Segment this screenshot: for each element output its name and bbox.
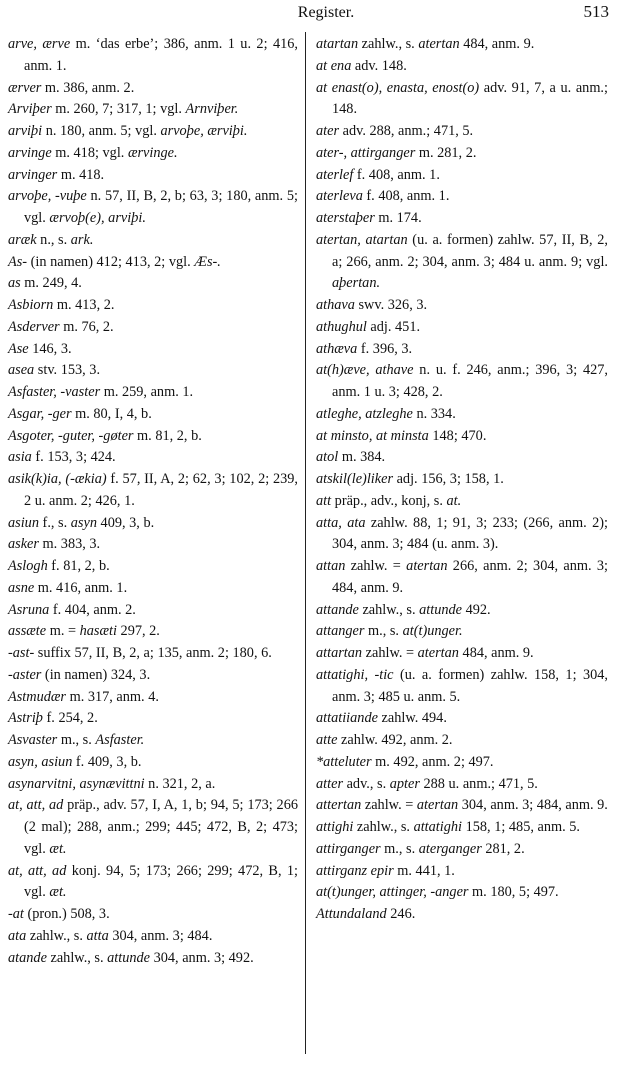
index-entry bbox=[316, 339, 608, 361]
entry-text: f. 57, II, A, 2; 62, 3; 102, 2; 239, 2 u. anm. 2; 426, 1. bbox=[24, 471, 299, 509]
index-entry bbox=[8, 360, 298, 382]
entry-text: m. 260, 7; 317, 1; vgl. bbox=[51, 101, 186, 118]
entry-crossref: atertan bbox=[417, 645, 459, 661]
entry-headword: attatighi, -tic bbox=[316, 666, 394, 683]
left-column bbox=[8, 34, 298, 969]
entry-crossref: attunde bbox=[419, 601, 462, 618]
entry-text: swv. 326, 3. bbox=[354, 297, 428, 313]
index-entry bbox=[8, 600, 298, 622]
entry-text: 304, anm. 3; 492. bbox=[150, 949, 254, 966]
entry-text: (u. a. formen) zahlw. 158, 1; 304, anm. 3; 485 u. anm. 5. bbox=[332, 666, 608, 705]
entry-headword: asyn, asiun bbox=[8, 753, 73, 770]
index-entry bbox=[316, 752, 608, 774]
entry-text: 288 u. anm.; 471, 5. bbox=[419, 775, 538, 792]
index-entry bbox=[316, 861, 608, 883]
index-entry bbox=[316, 469, 608, 491]
entry-crossref: Asfaster. bbox=[95, 732, 145, 748]
index-entry bbox=[316, 774, 608, 796]
index-entry bbox=[316, 839, 608, 861]
entry-headword: atande bbox=[8, 949, 47, 966]
entry-headword: at, att, ad bbox=[8, 862, 67, 879]
index-entry bbox=[8, 904, 298, 926]
running-header bbox=[0, 2, 621, 24]
entry-headword: Aslogh bbox=[8, 558, 48, 574]
entry-crossref: ærvinge. bbox=[127, 144, 178, 161]
entry-text: 492. bbox=[462, 601, 491, 618]
entry-headword: attatiiande bbox=[316, 710, 378, 727]
entry-text: zahlw. 492, anm. 2. bbox=[337, 732, 453, 748]
entry-headword: ater-, attirganger bbox=[316, 144, 416, 161]
entry-text: 158, 1; 485, anm. 5. bbox=[462, 819, 580, 835]
entry-text: 304, anm. 3; 484. bbox=[108, 927, 213, 944]
index-entry bbox=[8, 469, 298, 513]
entry-headword: aterleva bbox=[316, 188, 363, 205]
entry-headword: attirganz epir bbox=[316, 862, 394, 879]
entry-headword: asker bbox=[8, 536, 39, 553]
entry-headword: atskil(le)liker bbox=[316, 471, 394, 487]
index-entry bbox=[8, 948, 298, 970]
entry-text: m. ‘das erbe’; 386, anm. 1 u. 2; 416, anm. 1. bbox=[24, 36, 298, 74]
entry-text: m. 80, I, 4, b. bbox=[71, 405, 152, 422]
entry-text: f. 81, 2, b. bbox=[47, 558, 110, 574]
entry-headword: Asruna bbox=[8, 601, 50, 618]
entry-crossref: attatighi bbox=[413, 819, 463, 835]
index-entry bbox=[8, 186, 298, 230]
index-entry bbox=[8, 121, 298, 143]
entry-crossref: atertan bbox=[416, 797, 459, 814]
entry-text: 246. bbox=[386, 906, 416, 922]
entry-text: 266, anm. 2; 304, anm. 3; 484, anm. 9. bbox=[332, 558, 608, 596]
entry-headword: assæte bbox=[8, 623, 47, 640]
entry-text: zahlw. = bbox=[362, 645, 418, 661]
index-entry bbox=[8, 447, 298, 469]
entry-headword: asynarvitni, asynævittni bbox=[8, 775, 145, 792]
entry-headword: atter bbox=[316, 775, 344, 792]
running-title: Register. bbox=[297, 4, 355, 21]
entry-headword: at, att, ad bbox=[8, 797, 64, 814]
entry-headword: aterlef bbox=[316, 166, 354, 183]
index-entry bbox=[8, 861, 298, 905]
entry-headword: athæva bbox=[316, 340, 358, 357]
index-entry bbox=[316, 795, 608, 817]
index-entry bbox=[8, 34, 298, 78]
entry-text: präp., adv., konj, s. bbox=[331, 492, 447, 509]
index-entry bbox=[316, 208, 608, 230]
index-entry bbox=[316, 360, 608, 404]
entry-text: 304, anm. 3; 484, anm. 9. bbox=[458, 797, 608, 814]
entry-crossref: Arnviþer. bbox=[185, 101, 239, 118]
entry-text: zahlw. 494. bbox=[377, 710, 447, 727]
index-entry bbox=[8, 165, 298, 187]
index-entry bbox=[8, 926, 298, 948]
index-entry bbox=[316, 904, 608, 926]
entry-headword: at minsto, at minsta bbox=[316, 427, 429, 444]
entry-headword: Asvaster bbox=[8, 732, 58, 748]
index-entry bbox=[8, 99, 298, 121]
entry-text: f. 396, 3. bbox=[357, 340, 413, 357]
entry-crossref: at(t)unger. bbox=[402, 623, 463, 640]
entry-crossref: asyn bbox=[70, 514, 97, 531]
index-entry bbox=[8, 273, 298, 295]
entry-headword: Attundaland bbox=[316, 906, 387, 922]
entry-text: zahlw., s. bbox=[26, 927, 87, 944]
entry-headword: asne bbox=[8, 579, 35, 596]
index-entry bbox=[316, 556, 608, 600]
index-entry bbox=[8, 752, 298, 774]
entry-headword: att bbox=[316, 492, 332, 509]
entry-text: f. 408, anm. 1. bbox=[362, 188, 450, 205]
entry-headword: atertan, atartan bbox=[316, 231, 408, 248]
index-entry bbox=[316, 708, 608, 730]
entry-text: m., s. bbox=[57, 732, 96, 748]
entry-text: (in namen) 412; 413, 2; vgl. bbox=[27, 253, 195, 270]
entry-headword: Astriþ bbox=[8, 710, 43, 727]
index-entry bbox=[8, 708, 298, 730]
entry-text: (u. a. formen) zahlw. 57, II, B, 2, a; 266, anm. 2; 304, anm. 3; 484 u. anm. 9; vgl. bbox=[332, 231, 608, 270]
entry-text: adv., s. bbox=[343, 775, 390, 792]
index-entry bbox=[8, 78, 298, 100]
entry-headword: asik(k)ia, (-ækia) bbox=[8, 471, 107, 487]
index-entry bbox=[8, 230, 298, 252]
index-entry bbox=[316, 317, 608, 339]
entry-headword: ater bbox=[316, 123, 340, 139]
entry-crossref: atta bbox=[86, 927, 109, 944]
entry-crossref: ark. bbox=[70, 231, 94, 248]
entry-text: f. 409, 3, b. bbox=[72, 753, 142, 770]
entry-crossref: ærvoþ(e), arviþi. bbox=[49, 210, 146, 226]
entry-crossref: at. bbox=[446, 492, 462, 509]
entry-headword: athughul bbox=[316, 318, 367, 335]
entry-headword: arviþi bbox=[8, 123, 43, 139]
entry-text: zahlw. = bbox=[361, 797, 417, 814]
entry-text: m. 317, anm. 4. bbox=[66, 688, 159, 705]
entry-text: n. 180, anm. 5; vgl. bbox=[42, 123, 161, 139]
index-entry bbox=[316, 34, 608, 56]
entry-headword: asiun bbox=[8, 514, 39, 531]
index-entry bbox=[316, 404, 608, 426]
index-entry bbox=[8, 774, 298, 796]
entry-crossref: æt. bbox=[49, 884, 67, 901]
entry-headword: Arviþer bbox=[8, 101, 52, 118]
entry-headword: aterstaþer bbox=[316, 210, 375, 226]
index-entry bbox=[8, 295, 298, 317]
index-entry bbox=[316, 817, 608, 839]
index-entry bbox=[8, 795, 298, 860]
entry-text: zahlw., s. bbox=[358, 36, 419, 52]
entry-text: adj. 451. bbox=[366, 318, 421, 335]
entry-text: f., s. bbox=[38, 514, 71, 531]
entry-text: adj. 156, 3; 158, 1. bbox=[393, 471, 504, 487]
page-number: 513 bbox=[583, 2, 609, 21]
index-entry bbox=[316, 426, 608, 448]
index-entry bbox=[8, 382, 298, 404]
entry-headword: As- bbox=[8, 253, 28, 270]
entry-headword: *atteluter bbox=[316, 753, 372, 770]
entry-text: 281, 2. bbox=[481, 840, 525, 857]
entry-crossref: aþertan. bbox=[332, 275, 381, 292]
index-entry bbox=[8, 426, 298, 448]
entry-headword: aræk bbox=[8, 231, 37, 248]
index-entry bbox=[316, 491, 608, 513]
index-entry bbox=[8, 404, 298, 426]
entry-text: (in namen) 324, 3. bbox=[41, 666, 151, 683]
entry-headword: atleghe, atzleghe bbox=[316, 405, 413, 422]
entry-headword: at(t)unger, attinger, -anger bbox=[316, 884, 469, 901]
entry-headword: -ast- bbox=[8, 645, 35, 661]
index-entry bbox=[316, 165, 608, 187]
entry-crossref: attunde bbox=[107, 949, 151, 966]
entry-headword: attertan bbox=[316, 797, 362, 814]
index-entry bbox=[316, 230, 608, 295]
entry-text: stv. 153, 3. bbox=[34, 362, 101, 379]
entry-text: f. 404, anm. 2. bbox=[49, 601, 136, 618]
entry-text: adv. 91, 7, a u. anm.; 148. bbox=[332, 79, 608, 118]
entry-text: m. 386, anm. 2. bbox=[41, 79, 135, 96]
entry-headword: at ena bbox=[316, 57, 352, 74]
entry-text: f. 408, anm. 1. bbox=[353, 166, 440, 183]
index-entry bbox=[8, 339, 298, 361]
entry-text: n., s. bbox=[36, 231, 71, 248]
entry-text: m. 174. bbox=[374, 210, 422, 226]
entry-headword: athava bbox=[316, 297, 355, 313]
entry-text: zahlw., s. bbox=[358, 601, 420, 618]
index-entry bbox=[316, 643, 608, 665]
entry-headword: -at bbox=[8, 906, 24, 922]
index-entry bbox=[316, 621, 608, 643]
entry-text: zahlw. = bbox=[345, 558, 407, 574]
entry-headword: attanger bbox=[316, 623, 365, 640]
entry-text: n. 321, 2, a. bbox=[144, 775, 216, 792]
entry-text: m., s. bbox=[380, 840, 419, 857]
entry-text: 297, 2. bbox=[116, 623, 160, 640]
entry-headword: asea bbox=[8, 362, 35, 379]
entry-headword: -aster bbox=[8, 666, 42, 683]
entry-text: zahlw., s. bbox=[353, 819, 414, 835]
index-entry bbox=[316, 186, 608, 208]
index-entry bbox=[8, 534, 298, 556]
entry-text: adv. 148. bbox=[351, 57, 407, 74]
entry-text: m. 180, 5; 497. bbox=[468, 884, 559, 901]
entry-headword: Ase bbox=[8, 340, 29, 357]
entry-headword: Asfaster, -vaster bbox=[8, 384, 101, 400]
entry-text: m. = bbox=[46, 623, 80, 640]
index-entry bbox=[316, 665, 608, 709]
entry-text: m., s. bbox=[364, 623, 403, 640]
entry-text: (pron.) 508, 3. bbox=[23, 906, 110, 922]
entry-text: n. 334. bbox=[412, 405, 456, 422]
entry-headword: atol bbox=[316, 449, 339, 466]
entry-headword: attirganger bbox=[316, 840, 381, 857]
entry-crossref: hasæti bbox=[79, 623, 117, 640]
entry-headword: arve, ærve bbox=[8, 36, 71, 52]
index-entry bbox=[8, 556, 298, 578]
entry-text: n. 57, II, B, 2, b; 63, 3; 180, anm. 5; vgl. bbox=[24, 188, 298, 226]
entry-text: m. 418. bbox=[57, 166, 105, 183]
index-entry bbox=[316, 121, 608, 143]
entry-text: zahlw., s. bbox=[46, 949, 108, 966]
entry-headword: at enast(o), enasta, enost(o) bbox=[316, 79, 480, 96]
entry-text: adv. 288, anm.; 471, 5. bbox=[339, 123, 474, 139]
entry-headword: ærver bbox=[8, 79, 42, 96]
entry-text: zahlw. 88, 1; 91, 3; 233; (266, anm. 2); 304, anm. 3; 484 (u. anm. 3). bbox=[332, 514, 608, 553]
right-column bbox=[316, 34, 608, 926]
entry-text: m. 492, anm. 2; 497. bbox=[371, 753, 494, 770]
entry-text: m. 383, 3. bbox=[38, 536, 101, 553]
entry-text: m. 259, anm. 1. bbox=[100, 384, 194, 400]
entry-text: n. u. f. 246, anm.; 396, 3; 427, anm. 1 u. 3; 428, 2. bbox=[332, 362, 608, 400]
index-entry bbox=[316, 600, 608, 622]
entry-text: 484, anm. 9. bbox=[458, 645, 534, 661]
entry-headword: ata bbox=[8, 927, 27, 944]
index-entry bbox=[8, 143, 298, 165]
entry-text: 409, 3, b. bbox=[96, 514, 155, 531]
index-entry bbox=[316, 882, 608, 904]
entry-headword: arvoþe, -vuþe bbox=[8, 188, 87, 205]
entry-text: m. 441, 1. bbox=[393, 862, 455, 879]
index-entry bbox=[8, 621, 298, 643]
entry-text: 148; 470. bbox=[428, 427, 487, 444]
index-entry bbox=[316, 56, 608, 78]
entry-headword: arvinger bbox=[8, 166, 58, 183]
entry-headword: as bbox=[8, 275, 21, 292]
index-entry bbox=[8, 317, 298, 339]
entry-headword: atartan bbox=[316, 36, 359, 52]
entry-crossref: arvoþe, ærviþi. bbox=[160, 123, 248, 139]
entry-headword: asia bbox=[8, 449, 32, 466]
index-entry bbox=[8, 252, 298, 274]
entry-headword: Asbiorn bbox=[8, 297, 54, 313]
index-entry bbox=[316, 78, 608, 122]
index-entry bbox=[316, 730, 608, 752]
entry-headword: Asgar, -ger bbox=[8, 405, 72, 422]
entry-headword: attande bbox=[316, 601, 359, 618]
entry-crossref: atertan bbox=[406, 558, 448, 574]
entry-headword: attartan bbox=[316, 645, 363, 661]
entry-crossref: atertan bbox=[418, 36, 460, 52]
entry-text: m. 81, 2, b. bbox=[133, 427, 202, 444]
entry-text: m. 249, 4. bbox=[20, 275, 82, 292]
entry-headword: at(h)æve, athave bbox=[316, 362, 414, 379]
index-entry bbox=[8, 730, 298, 752]
entry-text: f. 254, 2. bbox=[42, 710, 98, 727]
entry-text: m. 281, 2. bbox=[415, 144, 477, 161]
entry-headword: Asderver bbox=[8, 318, 60, 335]
entry-text: suffix 57, II, B, 2, a; 135, anm. 2; 180, 6. bbox=[34, 645, 272, 661]
index-entry bbox=[316, 447, 608, 469]
entry-text: m. 384. bbox=[338, 449, 386, 466]
entry-headword: arvinge bbox=[8, 144, 52, 161]
index-entry bbox=[8, 578, 298, 600]
entry-text: f. 153, 3; 424. bbox=[31, 449, 116, 466]
entry-headword: Asgoter, -guter, -gøter bbox=[8, 427, 134, 444]
index-entry bbox=[316, 513, 608, 557]
entry-crossref: Æs-. bbox=[194, 253, 221, 270]
entry-headword: Astmudær bbox=[8, 688, 66, 705]
entry-text: m. 413, 2. bbox=[53, 297, 115, 313]
entry-text: präp., adv. 57, I, A, 1, b; 94, 5; 173; 266 (2 mal); 288, anm.; 299; 445; 472, B, 2; 473; vgl. bbox=[24, 797, 299, 857]
entry-headword: attan bbox=[316, 558, 346, 574]
index-entry bbox=[316, 295, 608, 317]
index-entry bbox=[8, 513, 298, 535]
entry-text: 484, anm. 9. bbox=[459, 36, 535, 52]
entry-crossref: apter bbox=[389, 775, 420, 792]
index-entry bbox=[8, 643, 298, 665]
index-entry bbox=[8, 687, 298, 709]
index-entry bbox=[8, 665, 298, 687]
entry-text: 146, 3. bbox=[28, 340, 72, 357]
entry-text: m. 418; vgl. bbox=[51, 144, 128, 161]
entry-headword: atte bbox=[316, 732, 338, 748]
entry-text: konj. 94, 5; 173; 266; 299; 472, B, 1; vgl. bbox=[24, 862, 298, 901]
entry-headword: atta, ata bbox=[316, 514, 366, 531]
column-divider bbox=[305, 32, 306, 1054]
entry-text: m. 76, 2. bbox=[59, 318, 114, 335]
entry-crossref: aterganger bbox=[418, 840, 482, 857]
index-entry bbox=[316, 143, 608, 165]
entry-headword: attighi bbox=[316, 819, 354, 835]
entry-crossref: æt. bbox=[49, 840, 67, 857]
entry-text: m. 416, anm. 1. bbox=[34, 579, 128, 596]
